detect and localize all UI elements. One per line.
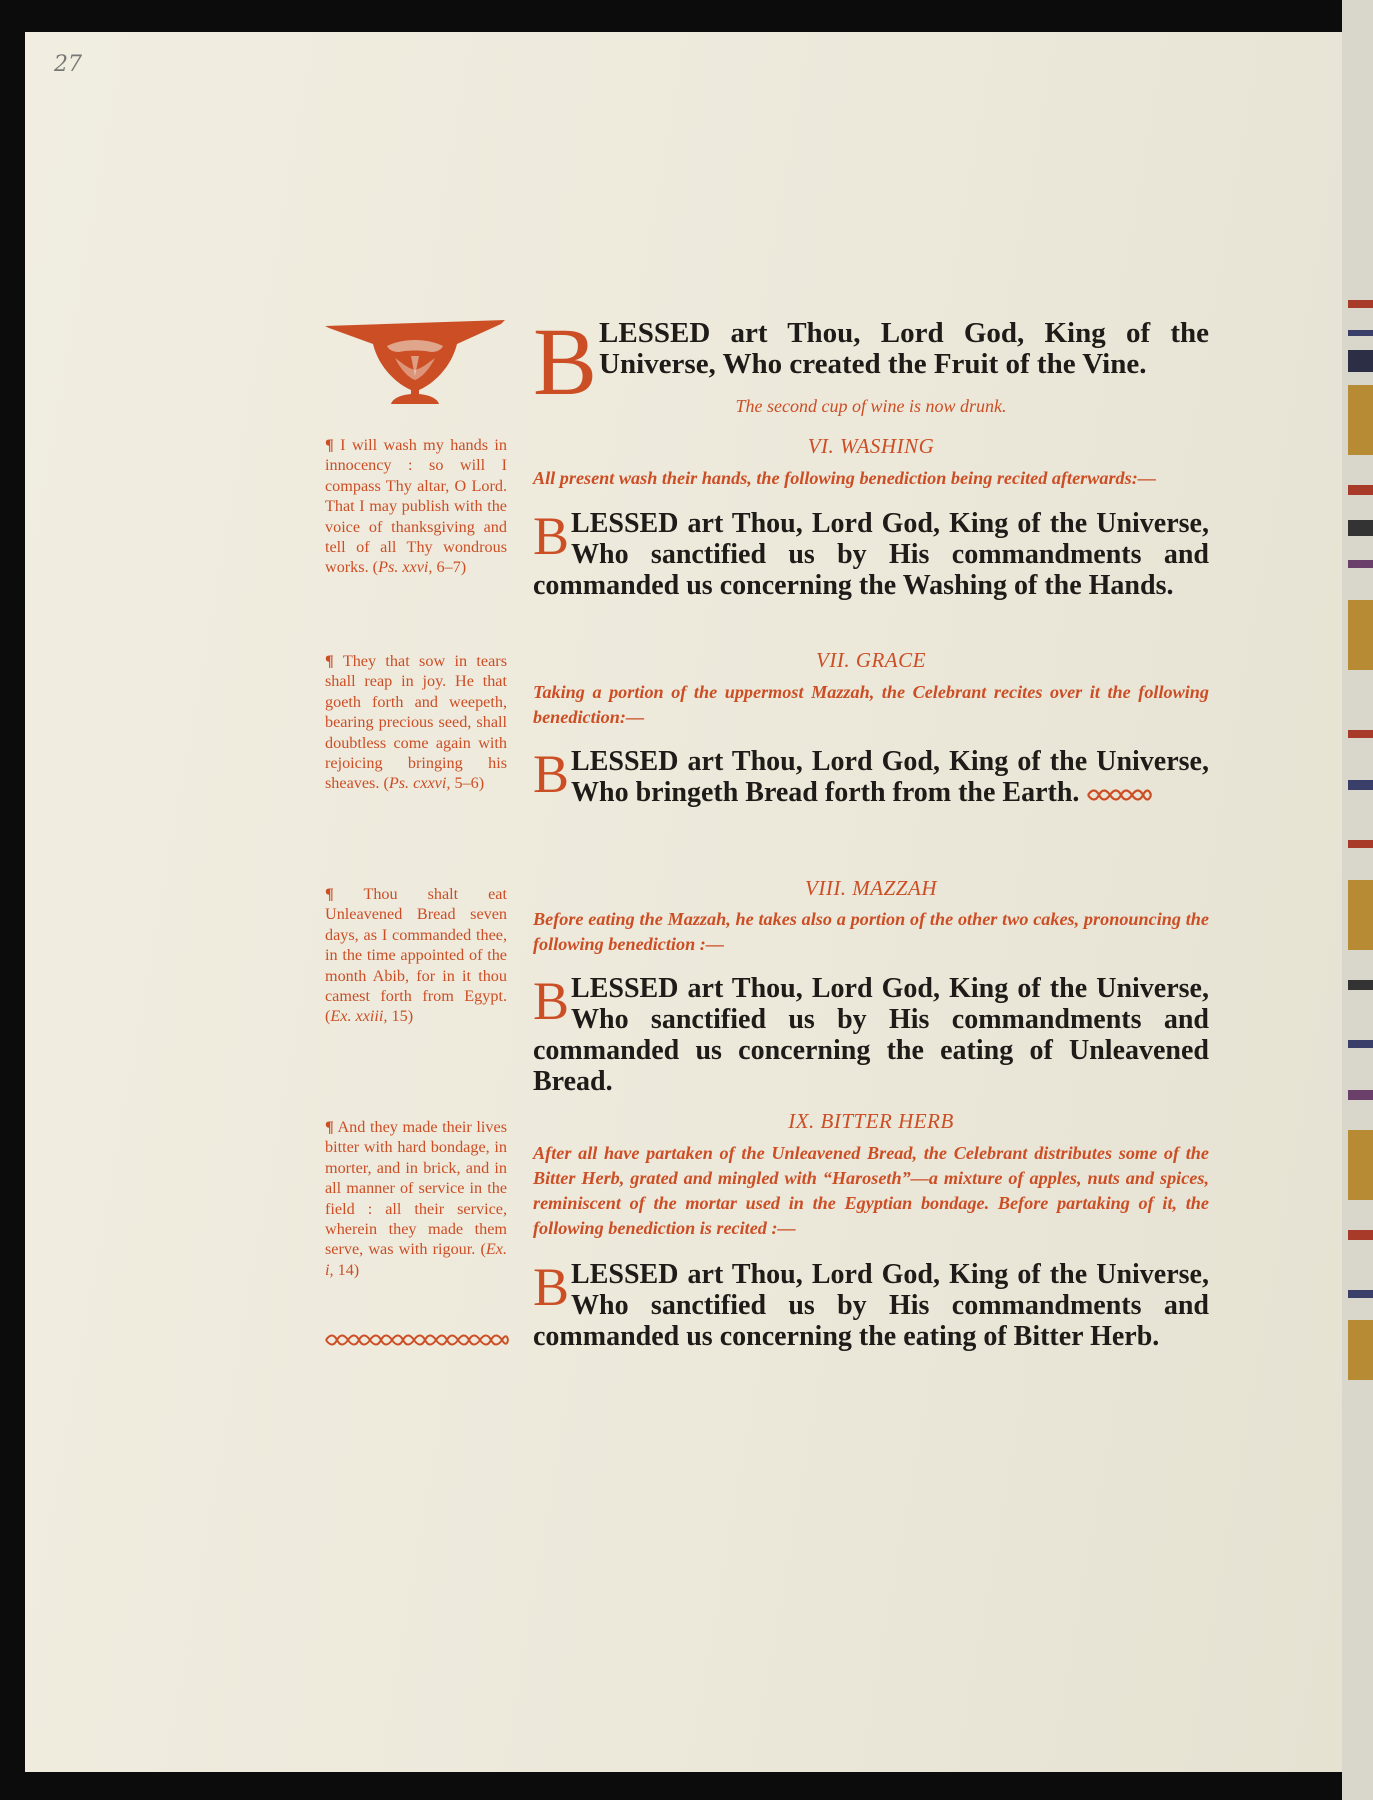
drop-cap: B: [533, 506, 570, 566]
marginal-note: ¶ I will wash my hands in innocency : so will I compass Thy altar, O Lord. That I may publish with the voice of thanksgiving and tell of all Thy wondrous works. (Ps. xxvi, 6–7): [325, 436, 508, 577]
drop-cap: B: [533, 971, 570, 1031]
rubric-washing: All present wash their hands, the following benediction being recited afterwards:—: [533, 468, 1156, 488]
heading-washing: VI. WASHING: [807, 434, 935, 458]
note-ref-verse: 14: [337, 1260, 354, 1279]
note-ref-verse: 15: [391, 1007, 408, 1026]
marginal-note: ¶ Thou shalt eat Unleavened Bread seven days, as I commanded thee, in the time appointed of the month Abib, for in it thou camest forth from Egypt. (Ex. xxiii, 15): [325, 885, 507, 1026]
note-text: They that sow in tears shall reap in joy. He that goeth forth and weepeth, bearing precious seed, shall doubtless come again with rejoicing bringing his sheaves.: [325, 652, 507, 793]
blessing-text: LESSED art Thou, Lord God, King of the Universe, Who sanctified us by His commandments and commanded us concerning the Washing of the Hands.: [533, 508, 1209, 601]
blessing-bitter-herb: [533, 1259, 1209, 1352]
blessing-text: LESSED art Thou, Lord God, King of the Universe, Who bringeth Bread forth from the Earth.: [571, 746, 1209, 808]
ornament-border-icon: [325, 1333, 509, 1347]
pilcrow-icon: ¶: [325, 1118, 334, 1136]
note-ref-book: Ps. cxxvi,: [388, 774, 451, 793]
blessing-text: LESSED art Thou, Lord God, King of the Universe, Who sanctified us by His commandments and commanded us concerning the eating of Unleavened Bread.: [533, 973, 1209, 1097]
drop-cap: B: [533, 308, 598, 415]
note-text: I will wash my hands in innocency : so will I compass Thy altar, O Lord. That I may publish with the voice of thanksgiving and tell of all Thy wondrous works.: [325, 436, 508, 577]
note-ref-book: Ps. xxvi,: [378, 558, 433, 577]
rubric-grace: Taking a portion of the uppermost Mazzah, the Celebrant recites over it the following benediction:—: [533, 682, 1209, 727]
note-text: Thou shalt eat Unleavened Bread seven days, as I commanded thee, in the time appointed of the month Abib, for in it thou camest forth from Egypt.: [325, 885, 507, 1006]
note-ref-verse: 6–7: [436, 558, 461, 577]
rubric-bitter-herb: After all have partaken of the Unleavened Bread, the Celebrant distributes some of the Bitter Herb, grated and mingled with “Haroseth”—a mixture of apples, nuts and spices, reminiscent of the mortar used in the Egyptian bondage. Before partaking of it, the following benediction is recited :—: [533, 1143, 1209, 1238]
marginal-note: ¶ They that sow in tears shall reap in joy. He that goeth forth and weepeth, bearing precious seed, shall doubtless come again with rejoicing bringing his sheaves. (Ps. cxxvi, 5–6): [325, 652, 507, 793]
blessing-washing: [533, 508, 1209, 601]
marginal-note: ¶ And they made their lives bitter with hard bondage, in morter, and in brick, and in all manner of service in the field : all their service, wherein they made them serve, was with rigour. (Ex. i, 14): [325, 1118, 507, 1279]
note-ref-book: Ex. xxiii,: [330, 1007, 388, 1026]
blessing-text: LESSED art Thou, Lord God, King of the Universe, Who sanctified us by His commandments and commanded us concerning the eating of Bitter Herb.: [533, 1259, 1209, 1352]
adjacent-page-edge: [1342, 0, 1373, 1800]
note-ref-verse: 5–6: [454, 774, 479, 793]
heading-bitter-herb: IX. BITTER HERB: [788, 1109, 954, 1133]
drop-cap: B: [533, 744, 570, 804]
heading-grace: VII. GRACE: [816, 648, 926, 672]
ornamental-vase-icon: [325, 320, 505, 406]
rubric-second-cup: The second cup of wine is now drunk.: [735, 396, 1007, 416]
book-page: [25, 32, 1357, 1772]
ornament-border-icon: [1086, 787, 1152, 803]
note-text: And they made their lives bitter with hard bondage, in morter, and in brick, and in all manner of service in the field : all their service, wherein they made them serve, was with rigour.: [325, 1118, 507, 1259]
rubric-mazzah: Before eating the Mazzah, he takes also a portion of the other two cakes, pronouncing the following benediction :—: [533, 909, 1209, 954]
note-ref-book: Ex. i,: [325, 1240, 507, 1279]
pilcrow-icon: ¶: [325, 652, 334, 670]
pilcrow-icon: ¶: [325, 436, 334, 454]
blessing-text: LESSED art Thou, Lord God, King of the Universe, Who created the Fruit of the Vine.: [599, 317, 1209, 380]
folio-number: 27: [54, 52, 82, 77]
blessing-mazzah: [533, 973, 1209, 1097]
heading-mazzah: VIII. MAZZAH: [805, 876, 937, 900]
drop-cap: B: [533, 1257, 570, 1317]
pilcrow-icon: ¶: [325, 885, 334, 903]
blessing-grace: [533, 746, 1209, 808]
